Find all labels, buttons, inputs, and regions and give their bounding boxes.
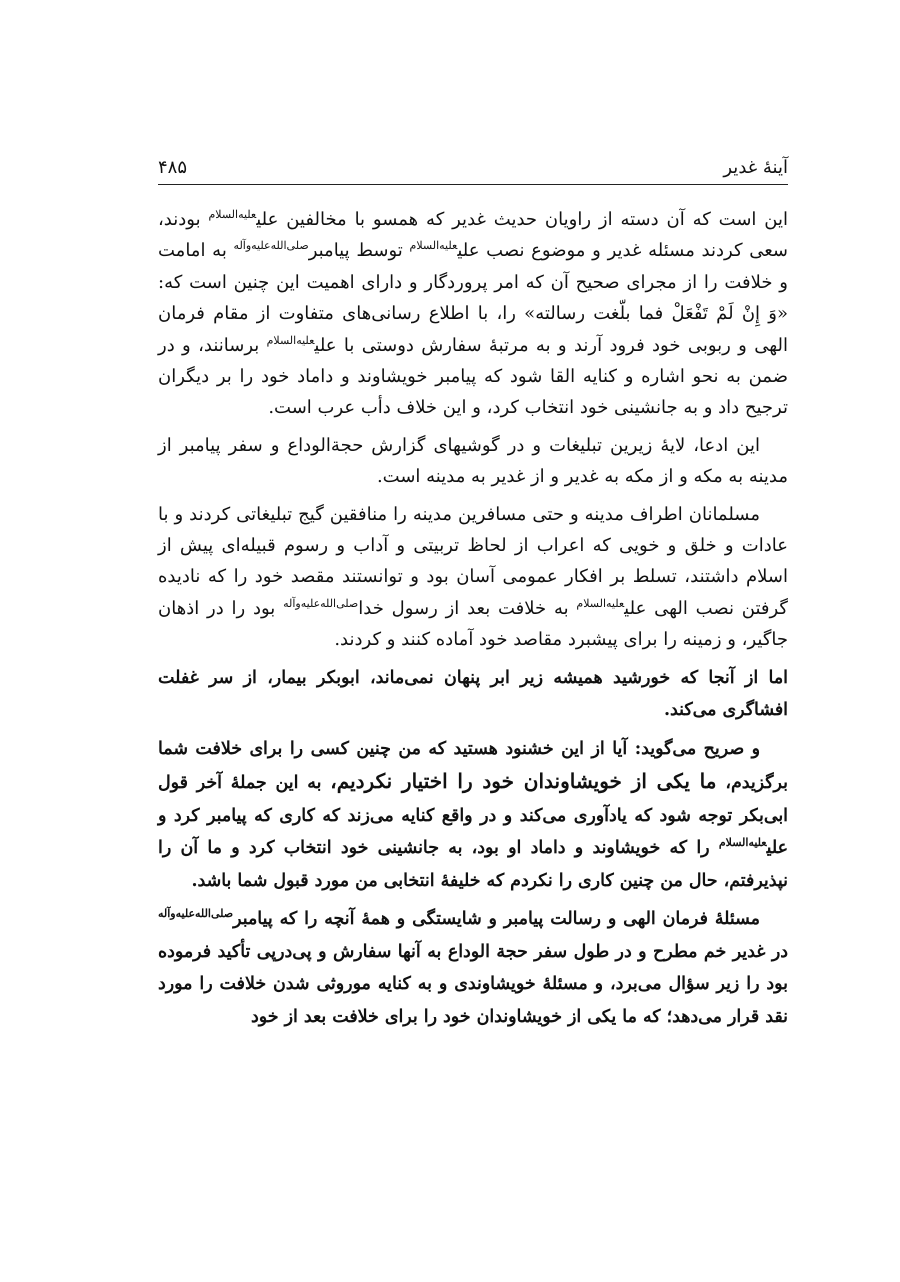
honorific-glyph: علیه‌السلام [266,333,315,347]
paragraph-4: اما از آنجا که خورشید همیشه زیر ابر پنهان نمی‌ماند، ابوبکر بیمار، از سر غفلت افشاگری می‌کند. [158,667,788,721]
text-run: مسلمانان اطراف مدینه و حتی مسافرین مدینه را منافقین گیج تبلیغاتی کردند و با عادات و خلق و خویی که اعراب از لحاظ تربیتی و آداب و رسوم قبیله‌ای پیش از اسلام داشتند، تسلط بر افکار عمومی آسان بود و توانستند مقصد خود را که نادیده گرفتن نصب الهی علی [158,503,789,619]
running-header [158,150,788,178]
book-title: آینهٔ غدیر [723,157,788,178]
body-text [158,204,788,1039]
honorific-glyph: صلی‌الله‌علیه‌وآله [233,239,309,253]
honorific-glyph: علیه‌السلام [576,596,625,610]
honorific-glyph: علیه‌السلام [409,239,458,253]
paragraph-1 [158,204,788,424]
paragraph-2: این ادعا، لایهٔ زیرین تبلیغات و در گوشیهای گزارش حجةالوداع و سفر پیامبر از مدینه به مکه و از مکه به غدیر و از غدیر به مدینه است. [158,434,788,488]
text-run: بودند، سعی کردند مسئله غدیر و موضوع نصب علی [158,209,789,262]
paragraph-3 [158,499,788,656]
text-run: مسئلهٔ فرمان الهی و رسالت پیامبر و شایستگی و همهٔ آنچه را که پیامبر [233,909,760,930]
text-run: بود را در اذهان جاگیر، و زمینه را برای پیشبرد مقاصد خود آماده کنند و کردند. [158,597,788,651]
text-run: و صریح می‌گوید: آیا از این خشنود هستید که من چنین کسی را برای خلافت شما برگزیدم، [158,738,788,794]
honorific-glyph: علیه‌السلام [208,208,257,221]
text-run: توسط پیامبر [308,240,410,262]
text-run: به امامت و خلافت را از مجرای صحیح آن که امر پروردگار و دارای اهمیت این چنین است که: «وَ إِنْ لَمْ تَفْعَلْ فما بلّغت رسالته» را، با اطلاع رسانی‌های متفاوت از مقام فرمان الهی و ربوبی خود فرود آرند و به مرتبهٔ سفارش دوستی با علی [158,240,788,356]
document-page [158,0,788,1282]
text-run: به خلافت بعد از رسول خدا [358,597,577,619]
honorific-glyph: صلی‌الله‌علیه‌وآله [283,596,359,610]
honorific-glyph: علیه‌السلام [718,836,767,850]
page-number: ۴۸۵ [158,157,188,178]
text-run: به این جملهٔ آخر قول ابی‌بکر توجه شود که یادآوری می‌کند و در واقع کنایه می‌زند که کاری که پیامبر کرد و علی [158,773,788,859]
header-rule [158,184,788,185]
paragraph-6 [158,903,788,1033]
paragraph-5 [158,733,788,898]
honorific-glyph: صلی‌الله‌علیه‌وآله [158,907,234,921]
text-run: این است که آن دسته از راویان حدیث غدیر که همسو با مخالفین علی [256,209,788,230]
emphasized-quote: ما یکی از خویشاوندان خود را اختیار نکردیم، [330,769,717,794]
text-run: برسانند، و در ضمن به نحو اشاره و کنایه القا شود که پیامبر خویشاوند و داماد خود را بر دیگران ترجیح داد و به جانشینی خود انتخاب کرد، و این خلاف دأب عرب است. [158,334,788,419]
text-run: در غدیر خم مطرح و در طول سفر حجة الوداع به آنها سفارش و پی‌درپی تأکید فرموده بود را زیر سؤال می‌برد، و مسئلهٔ خویشاوندی و به کنایه موروثی شدن خلافت را مورد نقد قرار می‌دهد؛ که ما یکی از خویشاوندان خود را برای خلافت بعد از خود [158,941,788,1027]
text-run: را که خویشاوند و داماد او بود، به جانشینی خود انتخاب کرد و ما آن را نپذیرفتم، حال من چنین کاری را نکردم که خلیفهٔ انتخابی من مورد قبول شما باشد. [158,838,788,891]
